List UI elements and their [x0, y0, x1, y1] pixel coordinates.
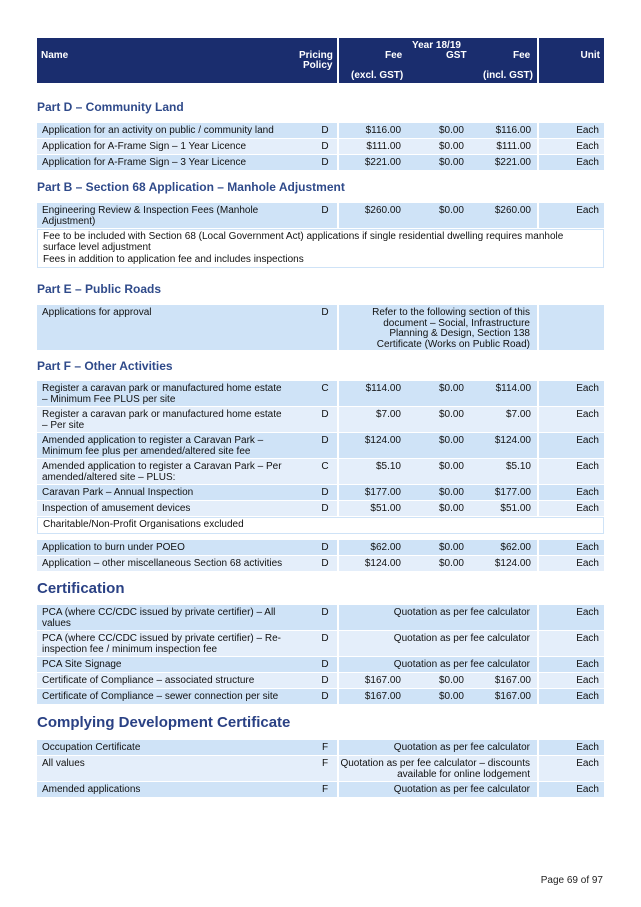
row-fee: $221.00 — [364, 157, 401, 168]
header-gst: GST — [446, 50, 467, 61]
row-fee: $167.00 — [364, 675, 401, 686]
row-name: Occupation Certificate — [42, 742, 141, 753]
row-policy: D — [321, 141, 329, 152]
table-row — [37, 740, 604, 755]
header-unit: Unit — [580, 50, 600, 61]
note-text: Fee to be included with Section 68 (Local Government Act) applications if single residential dwelling requires manhole surface level adjustment — [43, 231, 564, 253]
note-text: Charitable/Non-Profit Organisations excluded — [43, 519, 244, 530]
section-title: Part D – Community Land — [37, 100, 184, 114]
table-header — [37, 38, 604, 83]
row-span-text: Quotation as per fee calculator — [393, 633, 530, 644]
table-row — [37, 485, 604, 500]
row-name: Applications for approval — [42, 307, 152, 318]
row-fee: $114.00 — [365, 383, 401, 394]
row-policy: D — [321, 409, 329, 420]
row-name: Register a caravan park or manufactured home estate – Per site — [42, 409, 282, 431]
row-fee: $7.00 — [375, 409, 401, 420]
row-unit: Each — [576, 409, 599, 420]
row-policy: F — [321, 758, 329, 769]
row-span-text: Quotation as per fee calculator — [393, 659, 530, 670]
row-name: PCA (where CC/CDC issued by private certifier) – All values — [42, 607, 276, 629]
table-row — [37, 756, 604, 781]
row-unit: Each — [576, 742, 599, 753]
row-unit: Each — [576, 157, 599, 168]
table-row — [37, 139, 604, 154]
row-name: All values — [42, 758, 85, 769]
row-unit: Each — [576, 607, 599, 618]
row-unit: Each — [576, 558, 599, 569]
row-policy: D — [321, 633, 329, 644]
row-policy: D — [321, 487, 329, 498]
row-span-text: Refer to the following section of this document – Social, Infrastructure Planning & Design, Section 138 Certificate (Works on Public Road) — [372, 307, 530, 350]
row-name: Register a caravan park or manufactured home estate – Minimum Fee PLUS per site — [42, 383, 282, 405]
table-row — [37, 459, 604, 484]
row-span-text: Quotation as per fee calculator — [393, 784, 530, 795]
row-incl: $260.00 — [494, 205, 531, 216]
row-fee: $260.00 — [364, 205, 401, 216]
row-name: Application – other miscellaneous Section 68 activities — [42, 558, 283, 569]
row-fee: $5.10 — [375, 461, 401, 472]
row-name: Application to burn under POEO — [42, 542, 185, 553]
table-row — [37, 540, 604, 555]
row-policy: D — [321, 558, 329, 569]
header-year: Year 18/19 — [412, 40, 461, 51]
table-row — [37, 689, 604, 704]
row-gst: $0.00 — [438, 125, 464, 136]
row-fee: $111.00 — [366, 141, 401, 152]
row-gst: $0.00 — [438, 503, 464, 514]
table-row — [37, 605, 604, 630]
row-fee: $124.00 — [364, 558, 401, 569]
row-policy: D — [321, 675, 329, 686]
row-policy: C — [321, 383, 329, 394]
row-policy: D — [321, 503, 329, 514]
row-policy: D — [321, 307, 329, 318]
row-fee: $51.00 — [370, 503, 401, 514]
header-pricing: Pricing — [299, 50, 333, 61]
row-unit: Each — [576, 435, 599, 446]
row-fee: $177.00 — [364, 487, 401, 498]
row-name: Application for A-Frame Sign – 3 Year Licence — [42, 157, 247, 168]
row-fee: $116.00 — [365, 125, 401, 136]
row-unit: Each — [576, 784, 599, 795]
header-fee: Fee — [385, 50, 403, 61]
row-fee: $62.00 — [370, 542, 401, 553]
table-row — [37, 407, 604, 432]
row-unit: Each — [576, 691, 599, 702]
table-row — [37, 123, 604, 138]
header-fee-incl: Fee — [513, 50, 531, 61]
row-incl: $177.00 — [494, 487, 531, 498]
note-box — [37, 517, 604, 534]
row-gst: $0.00 — [438, 409, 464, 420]
table-row — [37, 673, 604, 688]
row-name: Amended application to register a Caravan Park – Per amended/altered site – PLUS: — [42, 461, 282, 483]
row-policy: F — [321, 784, 329, 795]
page-number: Page 69 of 97 — [540, 875, 603, 886]
section-title: Complying Development Certificate — [37, 714, 291, 731]
table-row — [37, 381, 604, 406]
row-incl: $62.00 — [500, 542, 531, 553]
row-unit: Each — [576, 461, 599, 472]
row-unit: Each — [576, 205, 599, 216]
row-name: PCA (where CC/CDC issued by private certifier) – Re-inspection fee / minimum inspection fee — [42, 633, 281, 655]
row-policy: F — [321, 742, 329, 753]
row-name: Application for an activity on public / community land — [42, 125, 274, 136]
row-policy: D — [321, 659, 329, 670]
row-gst: $0.00 — [438, 542, 464, 553]
row-unit: Each — [576, 633, 599, 644]
row-name: Application for A-Frame Sign – 1 Year Licence — [42, 141, 247, 152]
row-policy: D — [321, 542, 329, 553]
table-row — [37, 782, 604, 797]
row-incl: $167.00 — [494, 675, 531, 686]
row-incl: $124.00 — [494, 558, 531, 569]
row-gst: $0.00 — [438, 691, 464, 702]
row-name: Amended applications — [42, 784, 141, 795]
row-name: Caravan Park – Annual Inspection — [42, 487, 194, 498]
row-fee: $124.00 — [364, 435, 401, 446]
table-row — [37, 155, 604, 170]
row-policy: D — [321, 691, 329, 702]
row-incl: $51.00 — [500, 503, 531, 514]
row-unit: Each — [576, 758, 599, 769]
note-text: Fees in addition to application fee and includes inspections — [43, 254, 304, 265]
row-name: Inspection of amusement devices — [42, 503, 191, 514]
row-policy: D — [321, 125, 329, 136]
table-row — [37, 203, 604, 228]
row-gst: $0.00 — [438, 461, 464, 472]
row-name: Certificate of Compliance – sewer connection per site — [42, 691, 279, 702]
row-incl: $221.00 — [494, 157, 531, 168]
row-name: Amended application to register a Caravan Park – Minimum fee plus per amended/altered site fee — [42, 435, 264, 457]
row-incl: $111.00 — [496, 141, 531, 152]
row-unit: Each — [576, 383, 599, 394]
row-name: Certificate of Compliance – associated structure — [42, 675, 255, 686]
row-policy: D — [321, 157, 329, 168]
row-unit: Each — [576, 125, 599, 136]
header-fee-block — [339, 38, 537, 83]
table-row — [37, 631, 604, 656]
row-gst: $0.00 — [438, 487, 464, 498]
row-incl: $5.10 — [505, 461, 531, 472]
header-policy: Policy — [303, 60, 333, 71]
section-title: Part E – Public Roads — [37, 282, 162, 296]
row-gst: $0.00 — [438, 157, 464, 168]
row-incl: $124.00 — [494, 435, 531, 446]
row-span-text: Quotation as per fee calculator — [393, 742, 530, 753]
row-policy: D — [321, 435, 329, 446]
row-name: Engineering Review & Inspection Fees (Manhole Adjustment) — [42, 205, 259, 227]
header-excl: (excl. GST) — [351, 70, 404, 81]
row-policy: C — [321, 461, 329, 472]
row-unit: Each — [576, 675, 599, 686]
row-gst: $0.00 — [438, 383, 464, 394]
row-span-text: Quotation as per fee calculator — [393, 607, 530, 618]
note-box — [37, 229, 604, 268]
row-incl: $114.00 — [495, 383, 531, 394]
row-unit: Each — [576, 487, 599, 498]
table-row — [37, 501, 604, 516]
header-incl: (incl. GST) — [483, 70, 533, 81]
row-fee: $167.00 — [364, 691, 401, 702]
table-row — [37, 556, 604, 571]
row-name: PCA Site Signage — [42, 659, 122, 670]
header-name-block — [37, 38, 337, 83]
row-incl: $7.00 — [505, 409, 531, 420]
table-row — [37, 305, 604, 350]
row-gst: $0.00 — [438, 435, 464, 446]
row-unit: Each — [576, 141, 599, 152]
table-row — [37, 657, 604, 672]
row-gst: $0.00 — [438, 205, 464, 216]
section-title: Certification — [37, 580, 125, 597]
row-gst: $0.00 — [438, 141, 464, 152]
row-gst: $0.00 — [438, 675, 464, 686]
row-unit: Each — [576, 503, 599, 514]
table-row — [37, 433, 604, 458]
row-incl: $167.00 — [494, 691, 531, 702]
row-policy: D — [321, 607, 329, 618]
row-unit: Each — [576, 659, 599, 670]
header-name: Name — [41, 50, 69, 61]
row-span-text: Quotation as per fee calculator – discounts available for online lodgement — [340, 758, 530, 780]
section-title: Part B – Section 68 Application – Manhole Adjustment — [37, 180, 345, 194]
header-unit-block — [539, 38, 604, 83]
row-incl: $116.00 — [495, 125, 531, 136]
row-policy: D — [321, 205, 329, 216]
section-title: Part F – Other Activities — [37, 359, 173, 373]
row-unit: Each — [576, 542, 599, 553]
row-gst: $0.00 — [438, 558, 464, 569]
